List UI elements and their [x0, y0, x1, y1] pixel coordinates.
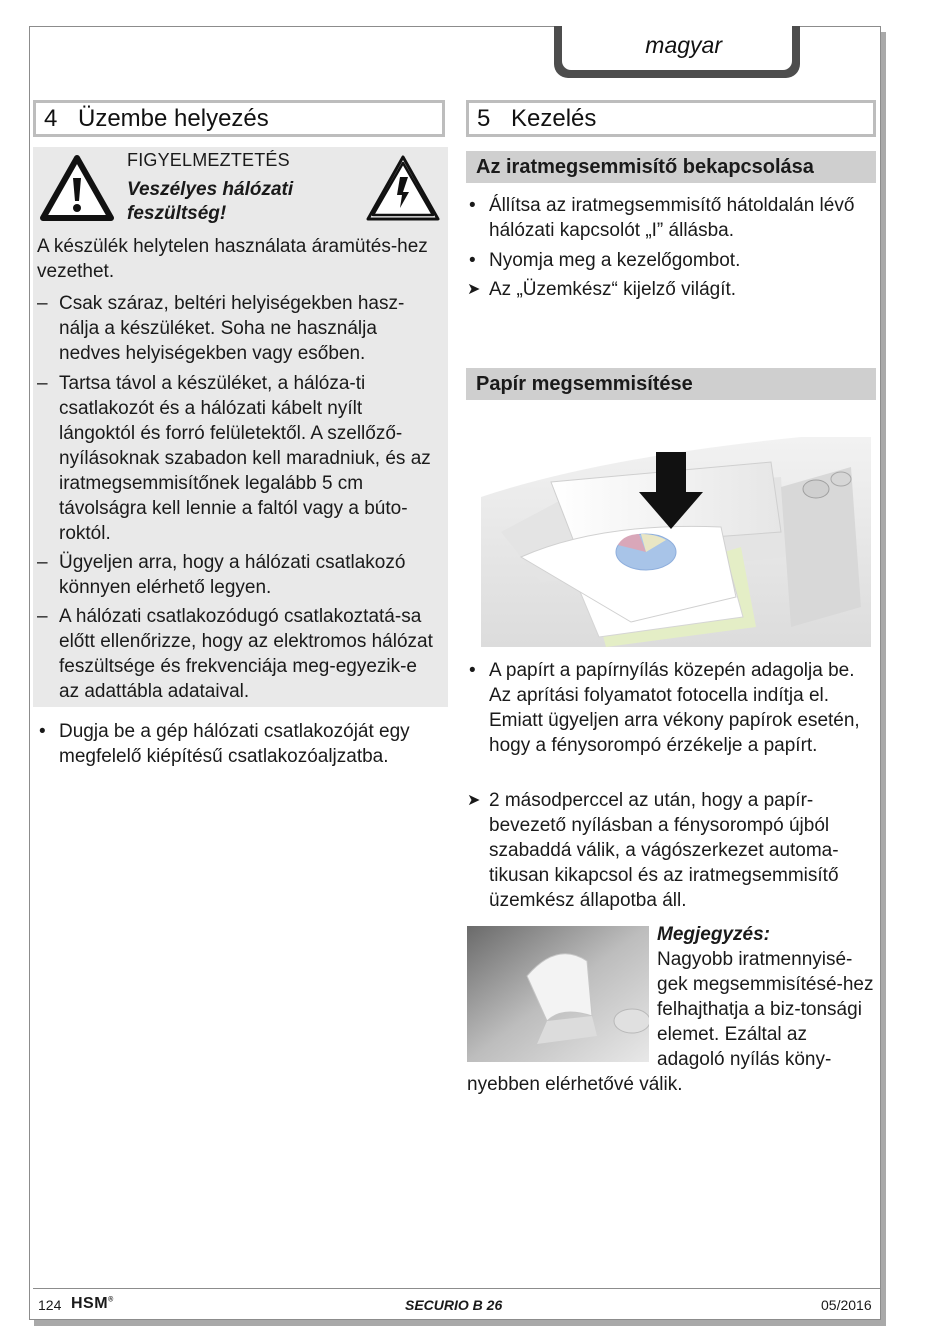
instruction-bullet: • Állítsa az iratmegsemmisítő hátoldalán lévő hálózati kapcsolót „I” állásba. [469, 195, 855, 241]
note-title: Megjegyzés: [657, 924, 770, 945]
page-number: 124 [38, 1297, 62, 1313]
language-tab-label: magyar [562, 26, 792, 70]
section-4-heading [33, 100, 445, 137]
bullet-marker: • [39, 721, 46, 742]
edition-date: 05/2016 [821, 1297, 872, 1313]
section-title: Üzembe helyezés [78, 105, 269, 132]
safety-element-photo [467, 926, 649, 1062]
high-voltage-icon [364, 153, 442, 223]
subheading-switch-on: Az iratmegsemmisítő bekapcsolása [466, 151, 876, 183]
section-5-heading [466, 100, 876, 137]
dash-marker: – [37, 606, 48, 627]
warning-exclamation-icon [39, 154, 115, 222]
warning-item: – Ügyeljen arra, hogy a hálózati csatlakozó könnyen elérhető legyen. [37, 552, 406, 598]
instruction-bullet: • Dugja be a gép hálózati csatlakozóját egy megfelelő kiépítésű csatlakozóaljzatba. [39, 721, 410, 767]
footer-divider [33, 1288, 880, 1289]
bullet-marker: • [469, 195, 476, 216]
warning-item: – A hálózati csatlakozódugó csatlakoztatá-sa előtt ellenőrizze, hogy az elektromos hálózat feszültsége és frekvenciája meg-egyezik-e az adattábla adataival. [37, 606, 433, 702]
subheading-shredding: Papír megsemmisítése [466, 368, 876, 400]
warning-item: – Csak száraz, beltéri helyiségekben hasz-nálja a készüléket. Soha ne használja nedves helyiségekben vagy esőben. [37, 293, 405, 364]
section-title: Kezelés [511, 105, 597, 132]
result-item: ➤ Az „Üzemkész“ kijelző világít. [467, 279, 737, 300]
warning-label: FIGYELMEZTETÉS [127, 150, 290, 170]
note-text-continued: nyebben elérhetővé válik. [467, 1074, 683, 1095]
bullet-marker: • [469, 660, 476, 681]
shredder-photo [481, 437, 871, 647]
instruction-bullet: • A papírt a papírnyílás közepén adagolja be. Az aprítási folyamatot fotocella indítja el. Emiatt ügyeljen arra vékony papírok esetén, hogy a fénysorompó érzékelje a papírt. [469, 660, 860, 756]
bullet-marker: • [469, 250, 476, 271]
dash-marker: – [37, 552, 48, 573]
arrow-marker-icon: ➤ [467, 281, 481, 298]
brand-logo: HSM® [71, 1295, 114, 1312]
section-number: 4 [44, 105, 58, 132]
warning-subtitle: Veszélyes hálózati feszültség! [127, 179, 294, 224]
model-name: SECURIO B 26 [405, 1297, 503, 1313]
section-number: 5 [477, 105, 491, 132]
warning-item: – Tartsa távol a készüléket, a hálóza-ti csatlakozót és a hálózati kábelt nyílt lángoktól és forró felületektől. A szellőző-nyílásoknak szabadon kell maradniuk, és az iratmegsemmisítőnek legalább 5 cm távolságra kell lennie a faltól vagy a búto-roktól. [37, 373, 431, 544]
instruction-bullet: • Nyomja meg a kezelőgombot. [469, 250, 741, 271]
arrow-marker-icon: ➤ [467, 792, 481, 809]
dash-marker: – [37, 293, 48, 314]
note-text: Nagyobb iratmennyisé-gek megsemmisítésé-hez felhajthatja a biz-tonsági elemet. Ezáltal az adagoló nyílás köny- [657, 949, 874, 1070]
dash-marker: – [37, 373, 48, 394]
result-item: ➤ 2 másodperccel az után, hogy a papír-bevezető nyílásban a fénysorompó újból szabaddá válik, a vágószerkezet automa-tikusan kikapcsol és az iratmegsemmisítő üzemkész állapotba áll. [467, 790, 839, 911]
warning-intro: A készülék helytelen használata áramütés-hez vezethet. [37, 236, 428, 282]
